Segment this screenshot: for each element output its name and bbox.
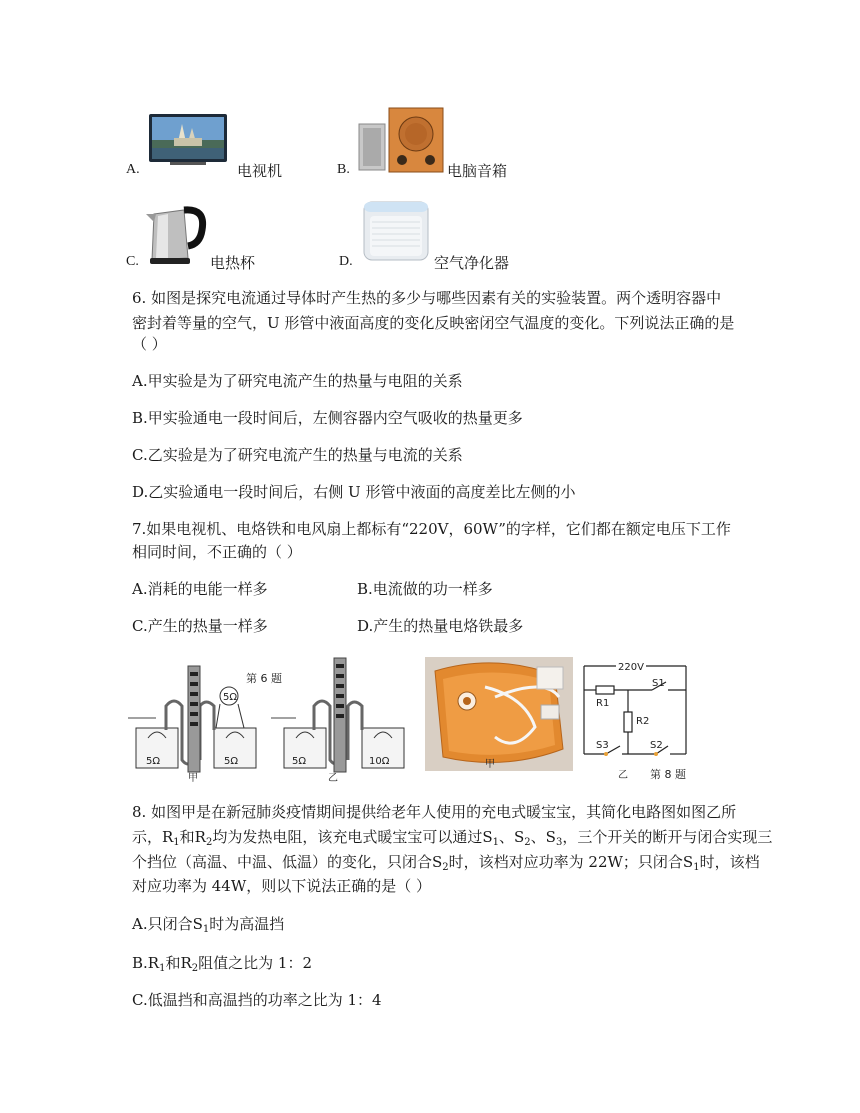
fig6-jia-apparatus [128,666,256,784]
option-a-label: 电视机 [237,162,283,180]
option-c-letter: C. [126,254,139,269]
q6-stem-line3: （ ） [132,335,167,353]
q6-option-a: A.甲实验是为了研究电流产生的热量与电阻的关系 [132,372,463,390]
q7-option-d: D.产生的热量电烙铁最多 [357,617,524,635]
option-d-label: 空气净化器 [434,254,510,272]
q8-stem-line4: 对应功率为 44W，则以下说法正确的是（ ） [132,877,432,895]
option-d-letter: D. [339,254,353,269]
fig8-photo-label: 甲 [485,759,495,770]
fig8-caption: 第 8 题 [650,768,686,781]
q8-option-c: C.低温挡和高温挡的功率之比为 1：4 [132,991,382,1009]
q8-option-a: A.只闭合$S_1$时为高温挡 [132,915,285,935]
fig8-s2: S2 [650,740,663,751]
q7-stem-line2: 相同时间，不正确的（ ） [132,543,302,561]
fig8-voltage: 220V [618,662,644,673]
air-purifier-icon [362,198,430,264]
kettle-icon [144,200,208,266]
q6-stem-line2: 密封着等量的空气，U 形管中液面高度的变化反映密闭空气温度的变化。下列说法正确的是 [132,314,735,332]
fig6-yi-apparatus [271,658,404,784]
fig6-r-left-a: 5Ω [146,756,161,767]
option-a-letter: A. [126,162,140,177]
fig8-s1: S1 [652,678,665,689]
speaker-icon [357,104,445,176]
fig8-s3: S3 [596,740,609,751]
q8-stem-line2: 示，$R_1$和$R_2$均为发热电阻，该充电式暖宝宝可以通过$S_1$、$S_2$、$S_3$，三个开关的断开与闭合实现三 [132,828,773,848]
fig6-yi-label: 乙 [328,773,338,784]
fig6-r-top: 5Ω [223,692,238,703]
fig6-r-right-b: 10Ω [369,756,390,767]
fig8-yi-label: 乙 [618,770,628,781]
fig6-r-right-a: 5Ω [224,756,239,767]
hand-warmer-photo [425,657,573,771]
fig6-r-left-b: 5Ω [292,756,307,767]
option-b-letter: B. [337,162,350,177]
q8-option-b: $B.R_1$和$R_2$阻值之比为 1：2 [132,954,312,974]
option-b-label: 电脑音箱 [447,162,508,180]
fig8-circuit [576,660,696,784]
fig8-r1: R1 [596,698,610,709]
fig6-caption: 第 6 题 [246,672,282,685]
q8-stem-line3: 个挡位（高温、中温、低温）的变化，只闭合$S_2$时，该档对应功率为 22W；只闭合$S_1$时，该档 [132,853,760,873]
fig8-r2: R2 [636,716,650,727]
q7-option-a: A.消耗的电能一样多 [132,580,268,598]
tv-icon [148,112,228,170]
q8-stem-line1: 8. 如图甲是在新冠肺炎疫情期间提供给老年人使用的充电式暖宝宝，其简化电路图如图乙所 [132,803,737,821]
q6-option-c: C.乙实验是为了研究电流产生的热量与电流的关系 [132,446,463,464]
fig6-jia-label: 甲 [188,773,198,784]
q6-option-b: B.甲实验通电一段时间后，左侧容器内空气吸收的热量更多 [132,409,523,427]
q6-option-d: D.乙实验通电一段时间后，右侧 U 形管中液面的高度差比左侧的小 [132,483,576,501]
q7-stem-line1: 7.如果电视机、电烙铁和电风扇上都标有“220V，60W”的字样，它们都在额定电压下工作 [132,520,731,538]
q6-stem-line1: 6. 如图是探究电流通过导体时产生热的多少与哪些因素有关的实验装置。两个透明容器中 [132,289,722,307]
fig6-apparatus [126,656,416,784]
option-c-label: 电热杯 [210,254,256,272]
q7-option-c: C.产生的热量一样多 [132,617,268,635]
q7-option-b: B.电流做的功一样多 [357,580,493,598]
